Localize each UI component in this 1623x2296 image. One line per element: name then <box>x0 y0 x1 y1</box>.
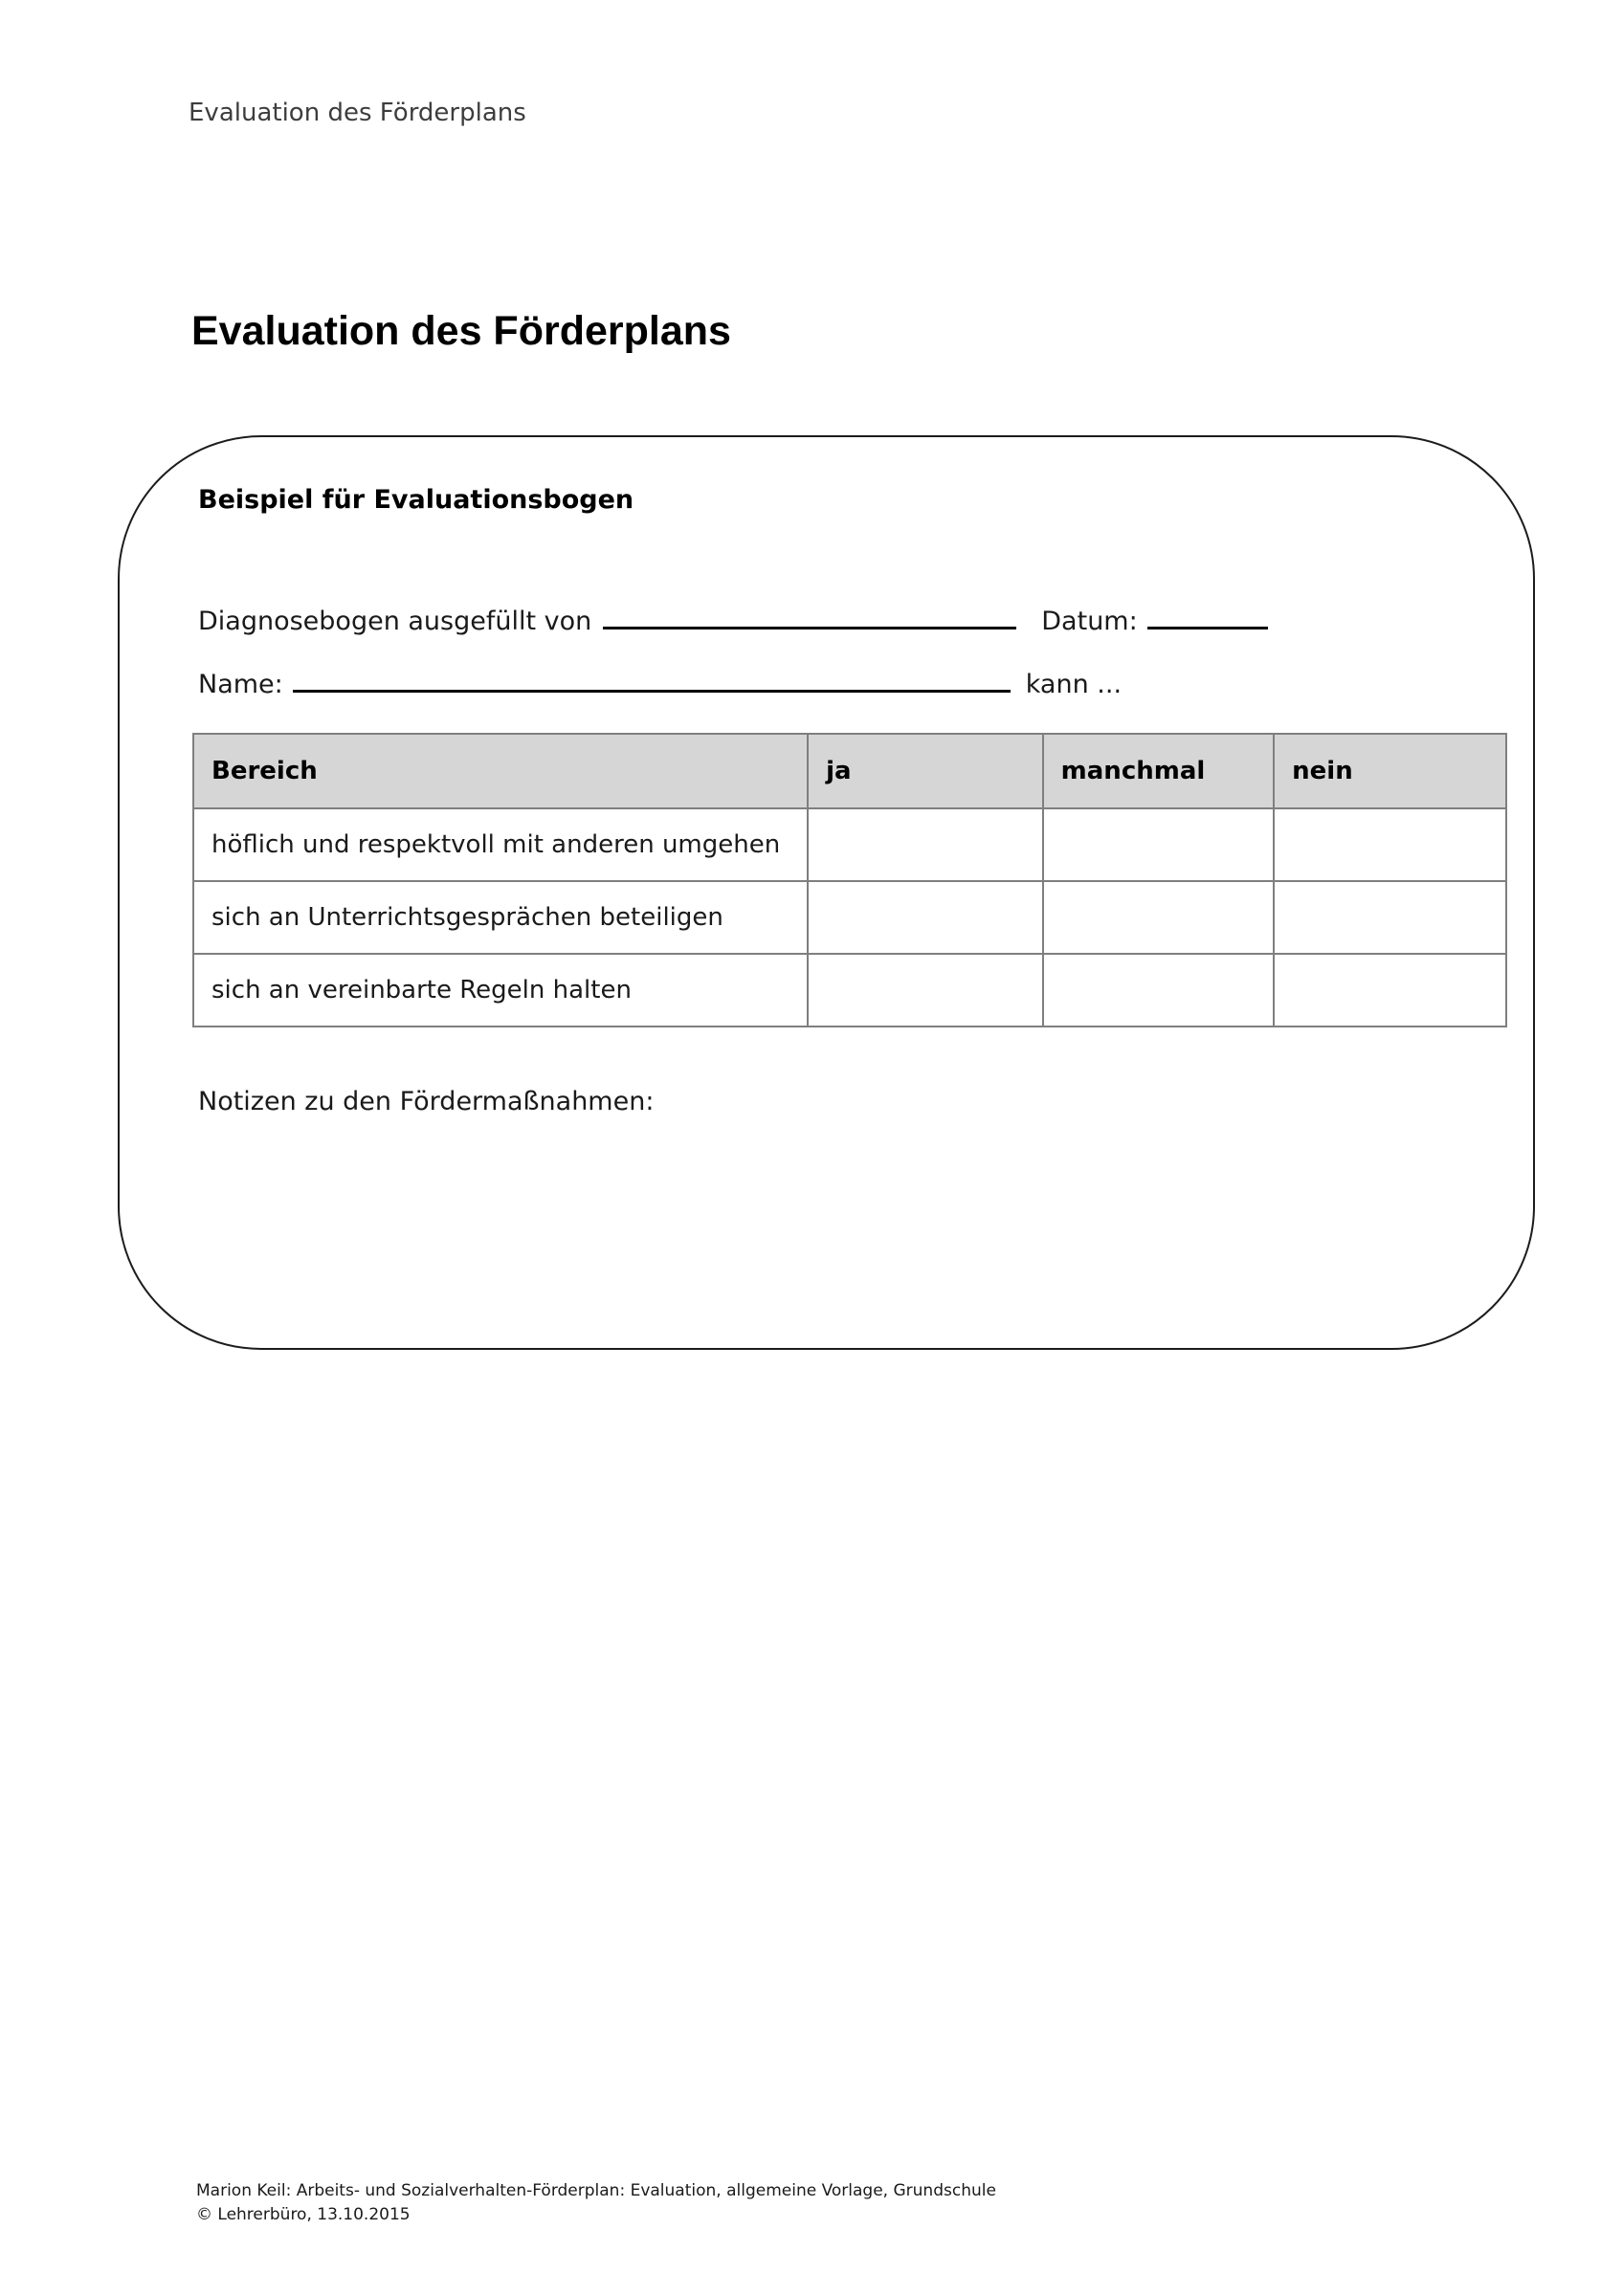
filled-by-blank-line <box>603 605 1016 629</box>
footer-source-line: Marion Keil: Arbeits- und Sozialverhalten-Förderplan: Evaluation, allgemeine Vorlage, Grundschule <box>196 2181 996 2200</box>
evaluation-box <box>118 435 1535 1350</box>
name-blank-line <box>293 668 1011 693</box>
diagnose-label: Diagnosebogen ausgefüllt von <box>198 607 592 636</box>
running-header: Evaluation des Förderplans <box>189 99 526 127</box>
footer-copyright-line: © Lehrerbüro, 13.10.2015 <box>196 2204 411 2224</box>
diagnose-line <box>198 603 1523 641</box>
page-title: Evaluation des Förderplans <box>191 308 731 354</box>
answer-cell-nein <box>1274 954 1506 1027</box>
header-cell-ja: ja <box>808 734 1043 808</box>
answer-cell-manchmal <box>1043 808 1274 881</box>
datum-blank-line <box>1147 605 1268 629</box>
evaluation-box-content <box>198 437 1523 1116</box>
name-line <box>198 666 1523 704</box>
footer <box>196 2179 996 2226</box>
kann-suffix: kann ... <box>1025 670 1123 699</box>
table-row <box>193 954 1506 1027</box>
name-label: Name: <box>198 670 283 699</box>
table-row <box>193 881 1506 954</box>
notes-label: Notizen zu den Fördermaßnahmen: <box>198 1087 655 1116</box>
evaluation-table <box>192 733 1507 1027</box>
box-heading: Beispiel für Evaluationsbogen <box>198 485 634 515</box>
bereich-cell: sich an Unterrichtsgesprächen beteiligen <box>193 881 808 954</box>
bereich-cell: höflich und respektvoll mit anderen umgehen <box>193 808 808 881</box>
answer-cell-ja <box>808 808 1043 881</box>
answer-cell-ja <box>808 954 1043 1027</box>
header-cell-nein: nein <box>1274 734 1506 808</box>
answer-cell-nein <box>1274 881 1506 954</box>
answer-cell-manchmal <box>1043 881 1274 954</box>
table-row <box>193 808 1506 881</box>
bereich-cell: sich an vereinbarte Regeln halten <box>193 954 808 1027</box>
header-cell-manchmal: manchmal <box>1043 734 1274 808</box>
datum-label: Datum: <box>1041 607 1138 636</box>
answer-cell-ja <box>808 881 1043 954</box>
answer-cell-nein <box>1274 808 1506 881</box>
table-header-row <box>193 734 1506 808</box>
answer-cell-manchmal <box>1043 954 1274 1027</box>
header-cell-bereich: Bereich <box>193 734 808 808</box>
